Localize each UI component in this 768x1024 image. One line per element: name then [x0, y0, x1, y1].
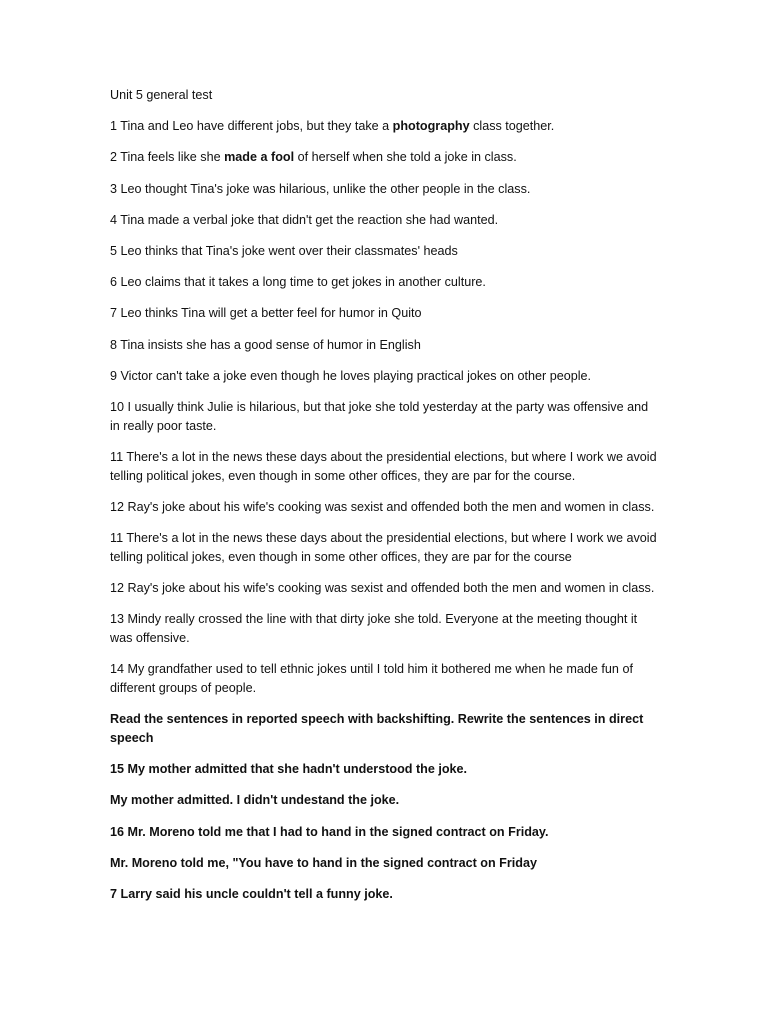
question-4: 4 Tina made a verbal joke that didn't get the reaction she had wanted.: [110, 212, 499, 227]
section-instruction: Read the sentences in reported speech with backshifting. Rewrite the sentences in direct speech: [110, 712, 644, 745]
question-9: 9 Victor can't take a joke even though he loves playing practical jokes on other people.: [110, 368, 592, 383]
question-15: 15 My mother admitted that she hadn't understood the joke.: [110, 762, 468, 777]
answer-15: My mother admitted. I didn't undestand the joke.: [110, 793, 400, 808]
question-3: 3 Leo thought Tina's joke was hilarious, unlike the other people in the class.: [110, 181, 531, 196]
question-text: 2 Tina feels like she: [110, 150, 225, 165]
answer-16: Mr. Moreno told me, "You have to hand in the signed contract on Friday: [110, 855, 537, 870]
question-8: 8 Tina insists she has a good sense of humor in English: [110, 337, 421, 352]
question-12-repeat: 12 Ray's joke about his wife's cooking was sexist and offended both the men and women in class.: [110, 581, 655, 596]
question-16: 16 Mr. Moreno told me that I had to hand in the signed contract on Friday.: [110, 824, 549, 839]
question-1: [110, 117, 658, 136]
question-10: 10 I usually think Julie is hilarious, but that joke she told yesterday at the party was offensive and in really poor taste.: [110, 399, 649, 433]
question-17: 7 Larry said his uncle couldn't tell a funny joke.: [110, 886, 393, 901]
question-text-tail: of herself when she told a joke in class.: [294, 150, 517, 165]
question-2: [110, 148, 658, 167]
question-5: 5 Leo thinks that Tina's joke went over their classmates' heads: [110, 243, 458, 258]
document-page: [110, 86, 658, 916]
bold-term: photography: [392, 119, 470, 134]
question-6: 6 Leo claims that it takes a long time to get jokes in another culture.: [110, 275, 486, 290]
question-13: 13 Mindy really crossed the line with that dirty joke she told. Everyone at the meeting thought it was offensive.: [110, 612, 638, 645]
question-11: 11 There's a lot in the news these days about the presidential elections, but where I work we avoid telling political jokes, even though in some other offices, they are par for the course.: [110, 449, 657, 483]
question-text-tail: class together.: [469, 119, 555, 134]
question-11-repeat: 11 There's a lot in the news these days about the presidential elections, but where I work we avoid telling political jokes, even though in some other offices, they are par for the course: [110, 531, 657, 564]
question-12: 12 Ray's joke about his wife's cooking was sexist and offended both the men and women in class.: [110, 499, 655, 514]
document-title: Unit 5 general test: [110, 88, 213, 102]
question-text: 1 Tina and Leo have different jobs, but they take a: [110, 119, 393, 134]
question-7: 7 Leo thinks Tina will get a better feel for humor in Quito: [110, 306, 422, 321]
question-14: 14 My grandfather used to tell ethnic jokes until I told him it bothered me when he made fun of different groups of people.: [110, 662, 633, 695]
bold-term: made a fool: [224, 150, 295, 165]
